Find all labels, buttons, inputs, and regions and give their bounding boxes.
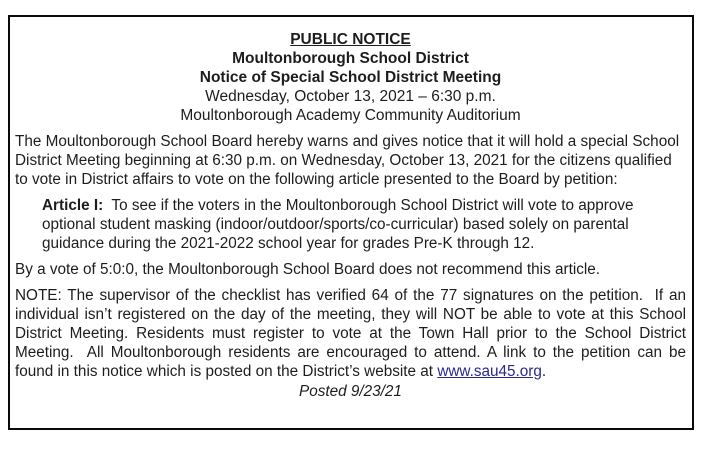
page-title: PUBLIC NOTICE: [290, 31, 411, 48]
meeting-datetime: Wednesday, October 13, 2021 – 6:30 p.m.: [205, 88, 496, 105]
intro-paragraph: The Moultonborough School Board hereby warns and gives notice that it will hold a special School District Meeting beginning at 6:30 p.m. on Wednesday, October 13, 2021 for the citizens qualified to vote in District affairs to vote on the following article presented to the Board by petition:: [15, 133, 684, 188]
meeting-location: Moultonborough Academy Community Auditorium: [180, 107, 521, 124]
note-paragraph: [15, 286, 691, 381]
vote-paragraph: By a vote of 5:0:0, the Moultonborough School Board does not recommend this article.: [15, 261, 601, 278]
organization-name: Moultonborough School District: [232, 50, 469, 67]
article-label: Article I:: [42, 197, 104, 214]
note-text-before-link: NOTE: The supervisor of the checklist has verified 64 of the 77 signatures on the petition. If an individual isn’t registered on the day of the meeting, they will NOT be able to vote at this School District Meeting. Residents must register to vote at the Town Hall prior to the School District Meeting. All Moultonborough residents are encouraged to attend. A link to the petition can be found in this notice which is posted on the District’s website at: [15, 287, 691, 380]
notice-header: [15, 30, 686, 125]
posted-date: Posted 9/23/21: [299, 383, 402, 400]
note-text-after-link: .: [541, 363, 547, 380]
sau45-website-link[interactable]: www.sau45.org: [437, 363, 542, 380]
article-paragraph: [42, 196, 660, 253]
notice-document: [8, 15, 694, 430]
notice-subtitle: Notice of Special School District Meeting: [199, 69, 502, 86]
article-text: To see if the voters in the Moultonborough School District will vote to approve optional student masking (indoor/outdoor/sports/co-curricular) based solely on parental guidance during the 2021-2022 school year for grades Pre-K through 12.: [42, 197, 638, 252]
